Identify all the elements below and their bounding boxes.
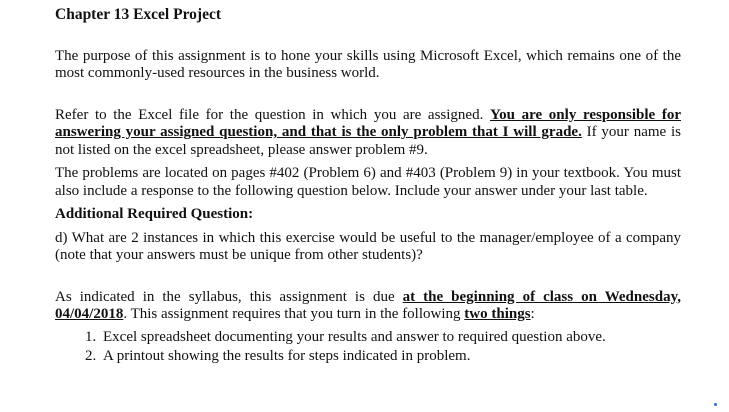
- purpose-paragraph: The purpose of this assignment is to hone your skills using Microsoft Excel, which remains one of the most commonly-used resources in the business world.: [55, 47, 681, 81]
- problems-paragraph: The problems are located on pages #402 (Problem 6) and #403 (Problem 9) in your textbook. You must also include a response to the following question below. Include your answer under your last table.: [55, 165, 681, 199]
- list-item: 1. Excel spreadsheet documenting your results and answer to required question above.: [100, 328, 681, 347]
- refer-emphasis: You are only responsible for answering your assigned question, and that is the only problem that I will grade.: [55, 106, 681, 140]
- two-things-emphasis: two things: [464, 306, 531, 322]
- deliverables-list: [55, 328, 681, 366]
- list-item: 2. A printout showing the results for steps indicated in problem.: [100, 347, 681, 366]
- refer-text-pre: Refer to the Excel file for the question in which you are assigned.: [55, 106, 490, 123]
- refer-paragraph: [55, 107, 681, 160]
- additional-question-heading: Additional Required Question:: [55, 206, 254, 222]
- refer-text-post: If your name is not listed on the excel spreadsheet, please answer problem #9.: [55, 124, 681, 158]
- document-page: [55, 6, 681, 366]
- due-text-mid: . This assignment requires that you turn in the following: [123, 306, 465, 322]
- due-text-pre: As indicated in the syllabus, this assignment is due: [55, 288, 403, 305]
- document-title: Chapter 13 Excel Project: [55, 6, 222, 23]
- corner-dot: [714, 403, 717, 406]
- due-date-emphasis: at the beginning of class on Wednesday, 04/04/2018: [55, 288, 681, 322]
- question-d: d) What are 2 instances in which this exercise would be useful to the manager/employee of a company (note that your answers must be unique from other students)?: [55, 229, 681, 263]
- due-paragraph: [55, 289, 681, 324]
- due-text-post: :: [530, 306, 535, 322]
